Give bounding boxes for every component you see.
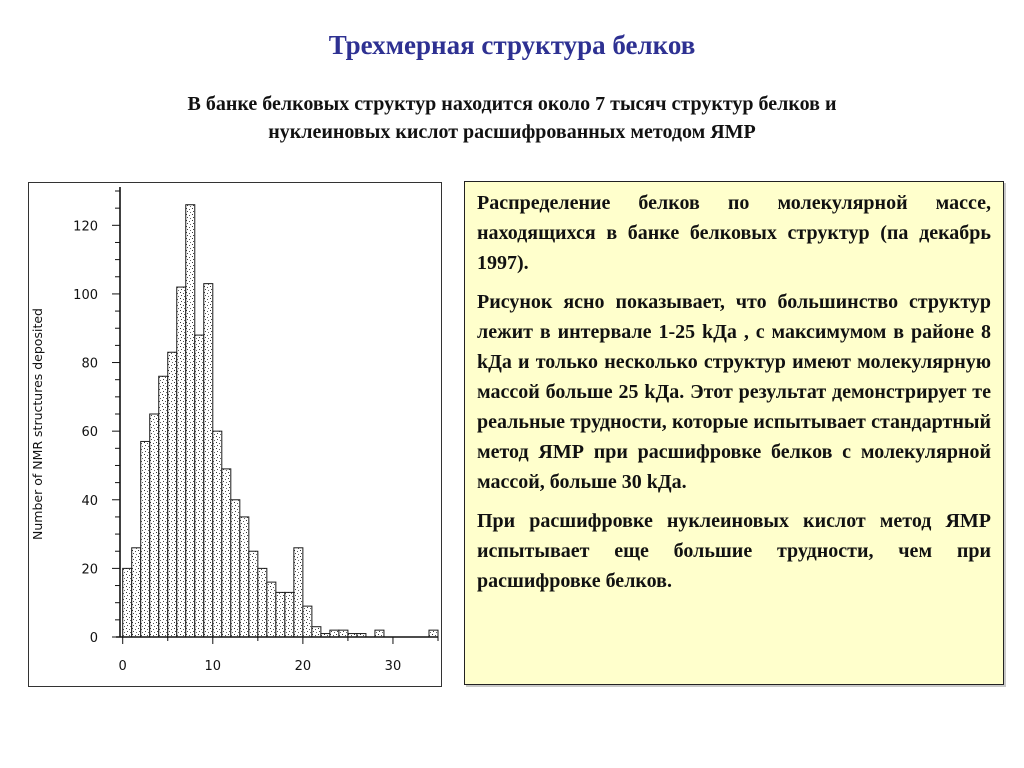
histogram-bar-8 [195,335,204,637]
y-tick-label-40: 40 [81,493,98,509]
y-tick-label-100: 100 [73,287,98,303]
histogram-bar-15 [258,568,267,637]
y-tick-label-60: 60 [81,425,98,441]
y-axis-label: Number of NMR structures deposited [30,308,45,540]
description-paragraph-1: Распределение белков по молекулярной массе, находящихся в банке белковых структур (па декабрь 1997). [477,192,991,274]
histogram-bar-34 [429,630,438,637]
histogram-bar-2 [141,441,150,637]
histogram-bar-4 [159,376,168,637]
histogram-bar-20 [303,606,312,637]
histogram-bar-1 [132,548,141,637]
histogram-bar-28 [375,630,384,637]
x-tick-label-20: 20 [294,659,312,674]
histogram-bar-5 [168,352,177,637]
histogram-bar-7 [186,205,195,637]
histogram-bar-21 [312,627,321,637]
histogram-svg [29,183,441,686]
y-tick-label-20: 20 [81,562,98,578]
description-paragraph-2: Рисунок ясно показывает, что большинство структур лежит в интервале 1-25 kДа , с максимумом в районе 8 kДа и только несколько структур имеют молекулярную массой больше 25 kДа. Этот результат демонстрирует те реальные трудности, которые испытывает стандартный метод ЯМР при расшифровке белков с молекулярной массой, больше 30 kДа. [477,291,991,493]
x-tick-label-30: 30 [384,659,402,674]
histogram-bar-17 [276,592,285,637]
description-paragraph-3: При расшифровке нуклеиновых кислот метод ЯМР испытывает еще большие трудности, чем при расшифровке белков. [477,510,991,592]
subtitle-line-2: нуклеиновых кислот расшифрованных методом ЯМР [268,121,756,143]
histogram-bar-10 [213,431,222,637]
histogram-bar-11 [222,469,231,637]
description-box [464,181,1004,685]
histogram-bar-9 [204,284,213,637]
histogram-bar-0 [123,568,132,637]
histogram-bar-19 [294,548,303,637]
histogram-bar-23 [330,630,339,637]
histogram-bar-18 [285,592,294,637]
subtitle-line-1: В банке белковых структур находится около 7 тысяч структур белков и [187,93,837,115]
x-tick-label-10: 10 [204,659,222,674]
y-tick-label-120: 120 [73,219,98,235]
histogram-chart [28,182,442,687]
y-tick-label-80: 80 [81,356,98,372]
slide-subtitle [60,90,964,146]
histogram-bar-13 [240,517,249,637]
y-tick-label-0: 0 [89,631,98,646]
histogram-bar-3 [150,414,159,637]
histogram-bar-16 [267,582,276,637]
histogram-bar-12 [231,500,240,637]
slide-title: Трехмерная структура белков [328,30,696,60]
histogram-bar-24 [339,630,348,637]
histogram-bar-6 [177,287,186,637]
x-tick-label-0: 0 [118,659,127,674]
histogram-bar-14 [249,551,258,637]
